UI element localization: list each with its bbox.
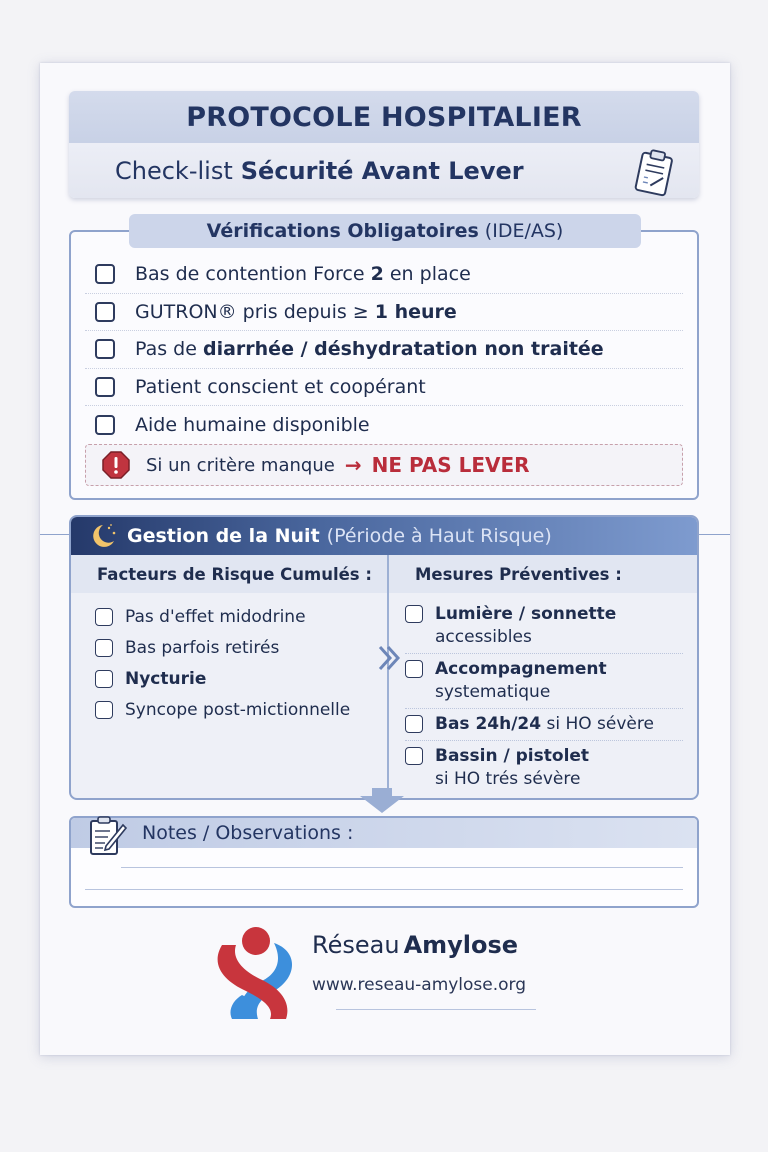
preventive-measure-label: Lumière / sonnette accessibles bbox=[435, 604, 617, 647]
risk-factor-item[interactable] bbox=[95, 601, 387, 632]
risk-factor-label: Pas d'effet midodrine bbox=[125, 606, 306, 627]
notepad-pencil-icon bbox=[88, 815, 128, 857]
note-line-1[interactable] bbox=[121, 867, 683, 868]
footer-divider bbox=[336, 1009, 536, 1010]
checkbox[interactable] bbox=[95, 701, 113, 719]
risk-factors-list bbox=[71, 593, 387, 725]
clipboard-icon bbox=[631, 149, 677, 197]
risk-factor-item[interactable] bbox=[95, 663, 387, 694]
preventive-measure-item[interactable] bbox=[405, 599, 683, 654]
protocol-card bbox=[40, 63, 730, 1055]
risk-factors-column bbox=[71, 555, 389, 798]
checkbox[interactable] bbox=[95, 302, 115, 322]
preventive-measure-label: Bas 24h/24 si HO sévère bbox=[435, 714, 654, 734]
checkbox[interactable] bbox=[95, 639, 113, 657]
arrow-right-icon: → bbox=[344, 453, 362, 477]
night-section-subtitle: (Période à Haut Risque) bbox=[326, 525, 552, 547]
checkbox[interactable] bbox=[95, 415, 115, 435]
preventive-measure-item[interactable] bbox=[405, 709, 683, 741]
alert-action: NE PAS LEVER bbox=[371, 453, 530, 477]
reseau-amylose-logo bbox=[212, 925, 304, 1021]
night-divider-left bbox=[40, 534, 69, 535]
checkbox[interactable] bbox=[405, 605, 423, 623]
checkbox[interactable] bbox=[95, 608, 113, 626]
night-section-title: Gestion de la Nuit bbox=[127, 525, 320, 547]
moon-icon bbox=[89, 522, 119, 550]
mandatory-checks-section bbox=[69, 220, 699, 500]
checkbox[interactable] bbox=[405, 747, 423, 765]
night-management-section bbox=[69, 515, 699, 800]
checklist-item[interactable] bbox=[85, 369, 683, 407]
preventive-measures-title: Mesures Préventives : bbox=[389, 555, 697, 593]
double-chevron-right-icon bbox=[377, 643, 403, 673]
checkbox[interactable] bbox=[405, 715, 423, 733]
checkbox[interactable] bbox=[95, 670, 113, 688]
preventive-measure-item[interactable] bbox=[405, 654, 683, 709]
checklist-item-label: Aide humaine disponible bbox=[135, 413, 370, 436]
night-divider-right bbox=[699, 534, 730, 535]
risk-factor-label: Nycturie bbox=[125, 668, 207, 689]
checklist-item-label: GUTRON® pris depuis ≥ 1 heure bbox=[135, 300, 457, 323]
header-banner bbox=[69, 91, 699, 198]
risk-factor-label: Syncope post-mictionnelle bbox=[125, 699, 351, 720]
checklist-item-label: Pas de diarrhée / déshydratation non traitée bbox=[135, 338, 604, 361]
preventive-measures-column bbox=[389, 555, 697, 798]
checklist-item-label: Patient conscient et coopérant bbox=[135, 375, 426, 398]
night-columns bbox=[71, 555, 697, 798]
checklist-item-label: Bas de contention Force 2 en place bbox=[135, 263, 471, 286]
checklist-item[interactable] bbox=[85, 294, 683, 332]
checkbox[interactable] bbox=[95, 339, 115, 359]
notes-section bbox=[69, 816, 699, 908]
brand-name: Réseau Amylose bbox=[312, 931, 519, 959]
preventive-measure-label: Bassin / pistolet si HO trés sévère bbox=[435, 746, 590, 789]
mandatory-checks-title: Vérifications Obligatoires (IDE/AS) bbox=[129, 214, 641, 248]
preventive-measure-label: Accompagnement systematique bbox=[435, 659, 607, 702]
risk-factors-title: Facteurs de Risque Cumulés : bbox=[71, 555, 387, 593]
subtitle-prefix: Check-list bbox=[115, 156, 233, 185]
night-section-header bbox=[71, 517, 697, 555]
note-line-2[interactable] bbox=[85, 889, 683, 890]
risk-factor-label: Bas parfois retirés bbox=[125, 637, 280, 658]
checkbox[interactable] bbox=[405, 660, 423, 678]
subtitle-bold: Sécurité Avant Lever bbox=[240, 156, 524, 185]
stop-warning-icon bbox=[102, 451, 130, 479]
risk-factor-item[interactable] bbox=[95, 694, 387, 725]
checklist-item[interactable] bbox=[85, 256, 683, 294]
checkbox[interactable] bbox=[95, 264, 115, 284]
checklist-item[interactable] bbox=[85, 331, 683, 369]
notes-title: Notes / Observations : bbox=[71, 818, 697, 848]
risk-factor-item[interactable] bbox=[95, 632, 387, 663]
mandatory-checks-list bbox=[85, 256, 683, 444]
page-title: PROTOCOLE HOSPITALIER bbox=[69, 91, 699, 143]
website-link[interactable]: www.reseau-amylose.org bbox=[312, 975, 527, 995]
preventive-measure-item[interactable] bbox=[405, 741, 683, 795]
arrow-down-icon bbox=[358, 788, 406, 814]
page-subtitle bbox=[69, 143, 699, 198]
stop-alert bbox=[85, 444, 683, 486]
preventive-measures-list bbox=[389, 593, 697, 795]
alert-text: Si un critère manque bbox=[146, 454, 335, 476]
checklist-item[interactable] bbox=[85, 406, 683, 444]
checkbox[interactable] bbox=[95, 377, 115, 397]
